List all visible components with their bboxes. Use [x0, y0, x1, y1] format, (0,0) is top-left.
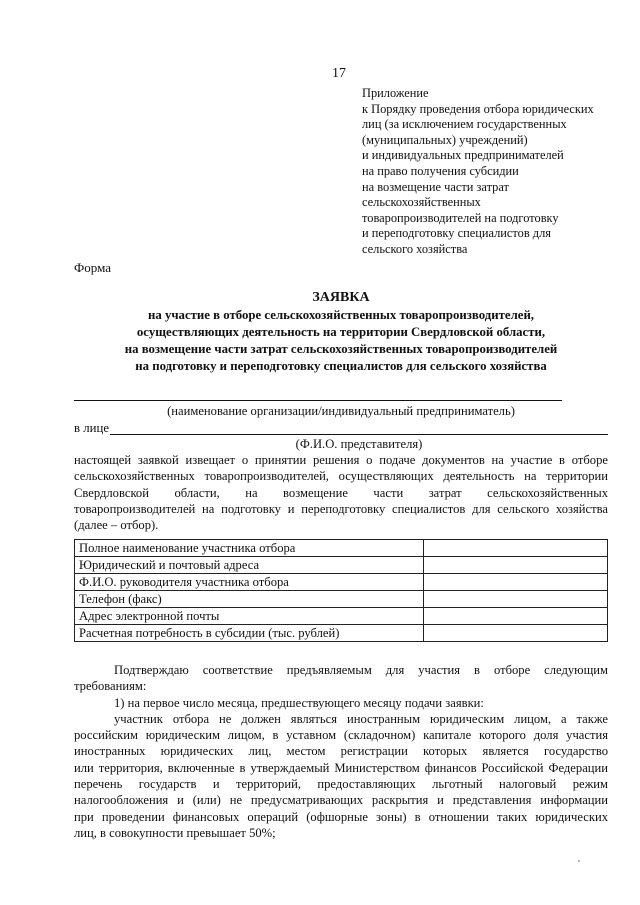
intro-paragraph — [74, 452, 608, 533]
requirement-line: налогообложения и (или) не предусматривающих раскрытия и представления информации — [74, 793, 608, 808]
table-row — [75, 574, 608, 591]
org-name-line[interactable] — [74, 400, 562, 401]
appendix-line: на возмещение части затрат — [362, 179, 509, 194]
appendix-line: Приложение — [362, 86, 429, 100]
scan-speck — [578, 860, 580, 862]
intro-line: (далее – отбор). — [74, 518, 159, 533]
requirement-heading: 1) на первое число месяца, предшествующего месяцу подачи заявки: — [114, 695, 484, 710]
document-title: ЗАЯВКА — [312, 290, 370, 305]
subtitle-line: на подготовку и переподготовку специалистов для сельского хозяйства — [135, 359, 547, 373]
subtitle-line: на участие в отборе сельскохозяйственных товаропроизводителей, — [147, 308, 535, 322]
appendix-line: сельского хозяйства — [362, 241, 468, 256]
form-label: Форма — [74, 260, 111, 275]
table-row — [75, 625, 608, 642]
requirement-line: или территория, включенные в утверждаемый Министерством финансов Российской Федерации — [74, 760, 608, 775]
appendix-line: сельскохозяйственных — [362, 195, 481, 210]
table-row — [75, 557, 608, 574]
requirement-line: участник отбора не должен являться иностранным юридическим лицом, а также — [114, 711, 608, 726]
row-label: Юридический и почтовый адреса — [75, 557, 424, 574]
row-value-field[interactable] — [424, 591, 608, 608]
representative-line[interactable] — [110, 434, 608, 435]
in-person-label: в лице — [74, 421, 110, 435]
document-subtitle — [74, 307, 608, 375]
row-value-field[interactable] — [424, 625, 608, 642]
requirement-line: при проведении финансовых операций (офшорные зоны) в отношении таких юридических — [74, 809, 608, 824]
table-row — [75, 591, 608, 608]
row-value-field[interactable] — [424, 540, 608, 557]
requirement-line: лиц, в совокупности превышает 50%; — [74, 825, 276, 840]
row-value-field[interactable] — [424, 608, 608, 625]
table-row — [75, 608, 608, 625]
requirement-line: российским юридическим лицом, в уставном (складочном) капитале которого доля участия — [74, 728, 608, 743]
subtitle-line: на возмещение части затрат сельскохозяйственных товаропроизводителей — [124, 342, 558, 356]
appendix-line: товаропроизводителей на подготовку — [362, 210, 559, 225]
intro-line: настоящей заявкой извещает о принятии решения о подаче документов на участие в отборе — [74, 453, 608, 467]
appendix-block — [362, 86, 622, 258]
participant-info-table — [74, 539, 608, 642]
row-label: Ф.И.О. руководителя участника отбора — [75, 574, 424, 591]
table-row — [75, 540, 608, 557]
appendix-line: и индивидуальных предпринимателей — [362, 148, 564, 163]
row-value-field[interactable] — [424, 557, 608, 574]
appendix-line: (муниципальных) учреждений) — [362, 132, 528, 147]
confirm-paragraph — [74, 662, 608, 841]
confirm-line: требованиям: — [74, 679, 147, 694]
fio-caption: (Ф.И.О. представителя) — [295, 437, 423, 451]
appendix-line: лиц (за исключением государственных — [362, 117, 567, 132]
subtitle-line: осуществляющих деятельность на территории Свердловской области, — [136, 325, 546, 339]
row-label: Полное наименование участника отбора — [75, 540, 424, 557]
requirement-line: иностранных юридических лиц, местом регистрации которых является государство — [74, 744, 608, 759]
appendix-line: к Порядку проведения отбора юридических — [362, 101, 594, 116]
appendix-line: и переподготовку специалистов для — [362, 226, 551, 241]
intro-line: сельскохозяйственных товаропроизводителей, осуществляющих деятельность на территории — [74, 469, 608, 484]
page-number: 17 — [332, 66, 346, 81]
confirm-line: Подтверждаю соответствие предъявляемым для участия в отборе следующим — [114, 663, 608, 677]
row-value-field[interactable] — [424, 574, 608, 591]
requirement-line: перечень государств и территорий, предоставляющих льготный налоговый режим — [74, 777, 608, 792]
row-label: Адрес электронной почты — [75, 608, 424, 625]
row-label: Телефон (факс) — [75, 591, 424, 608]
row-label: Расчетная потребность в субсидии (тыс. рублей) — [75, 625, 424, 642]
intro-line: Свердловской области, на возмещение части затрат сельскохозяйственных — [74, 485, 608, 500]
org-name-caption: (наименование организации/индивидуальный предприниматель) — [167, 404, 515, 418]
intro-line: товаропроизводителей на подготовку и переподготовку специалистов для сельского хозяйства — [74, 501, 608, 516]
appendix-line: на право получения субсидии — [362, 163, 519, 178]
